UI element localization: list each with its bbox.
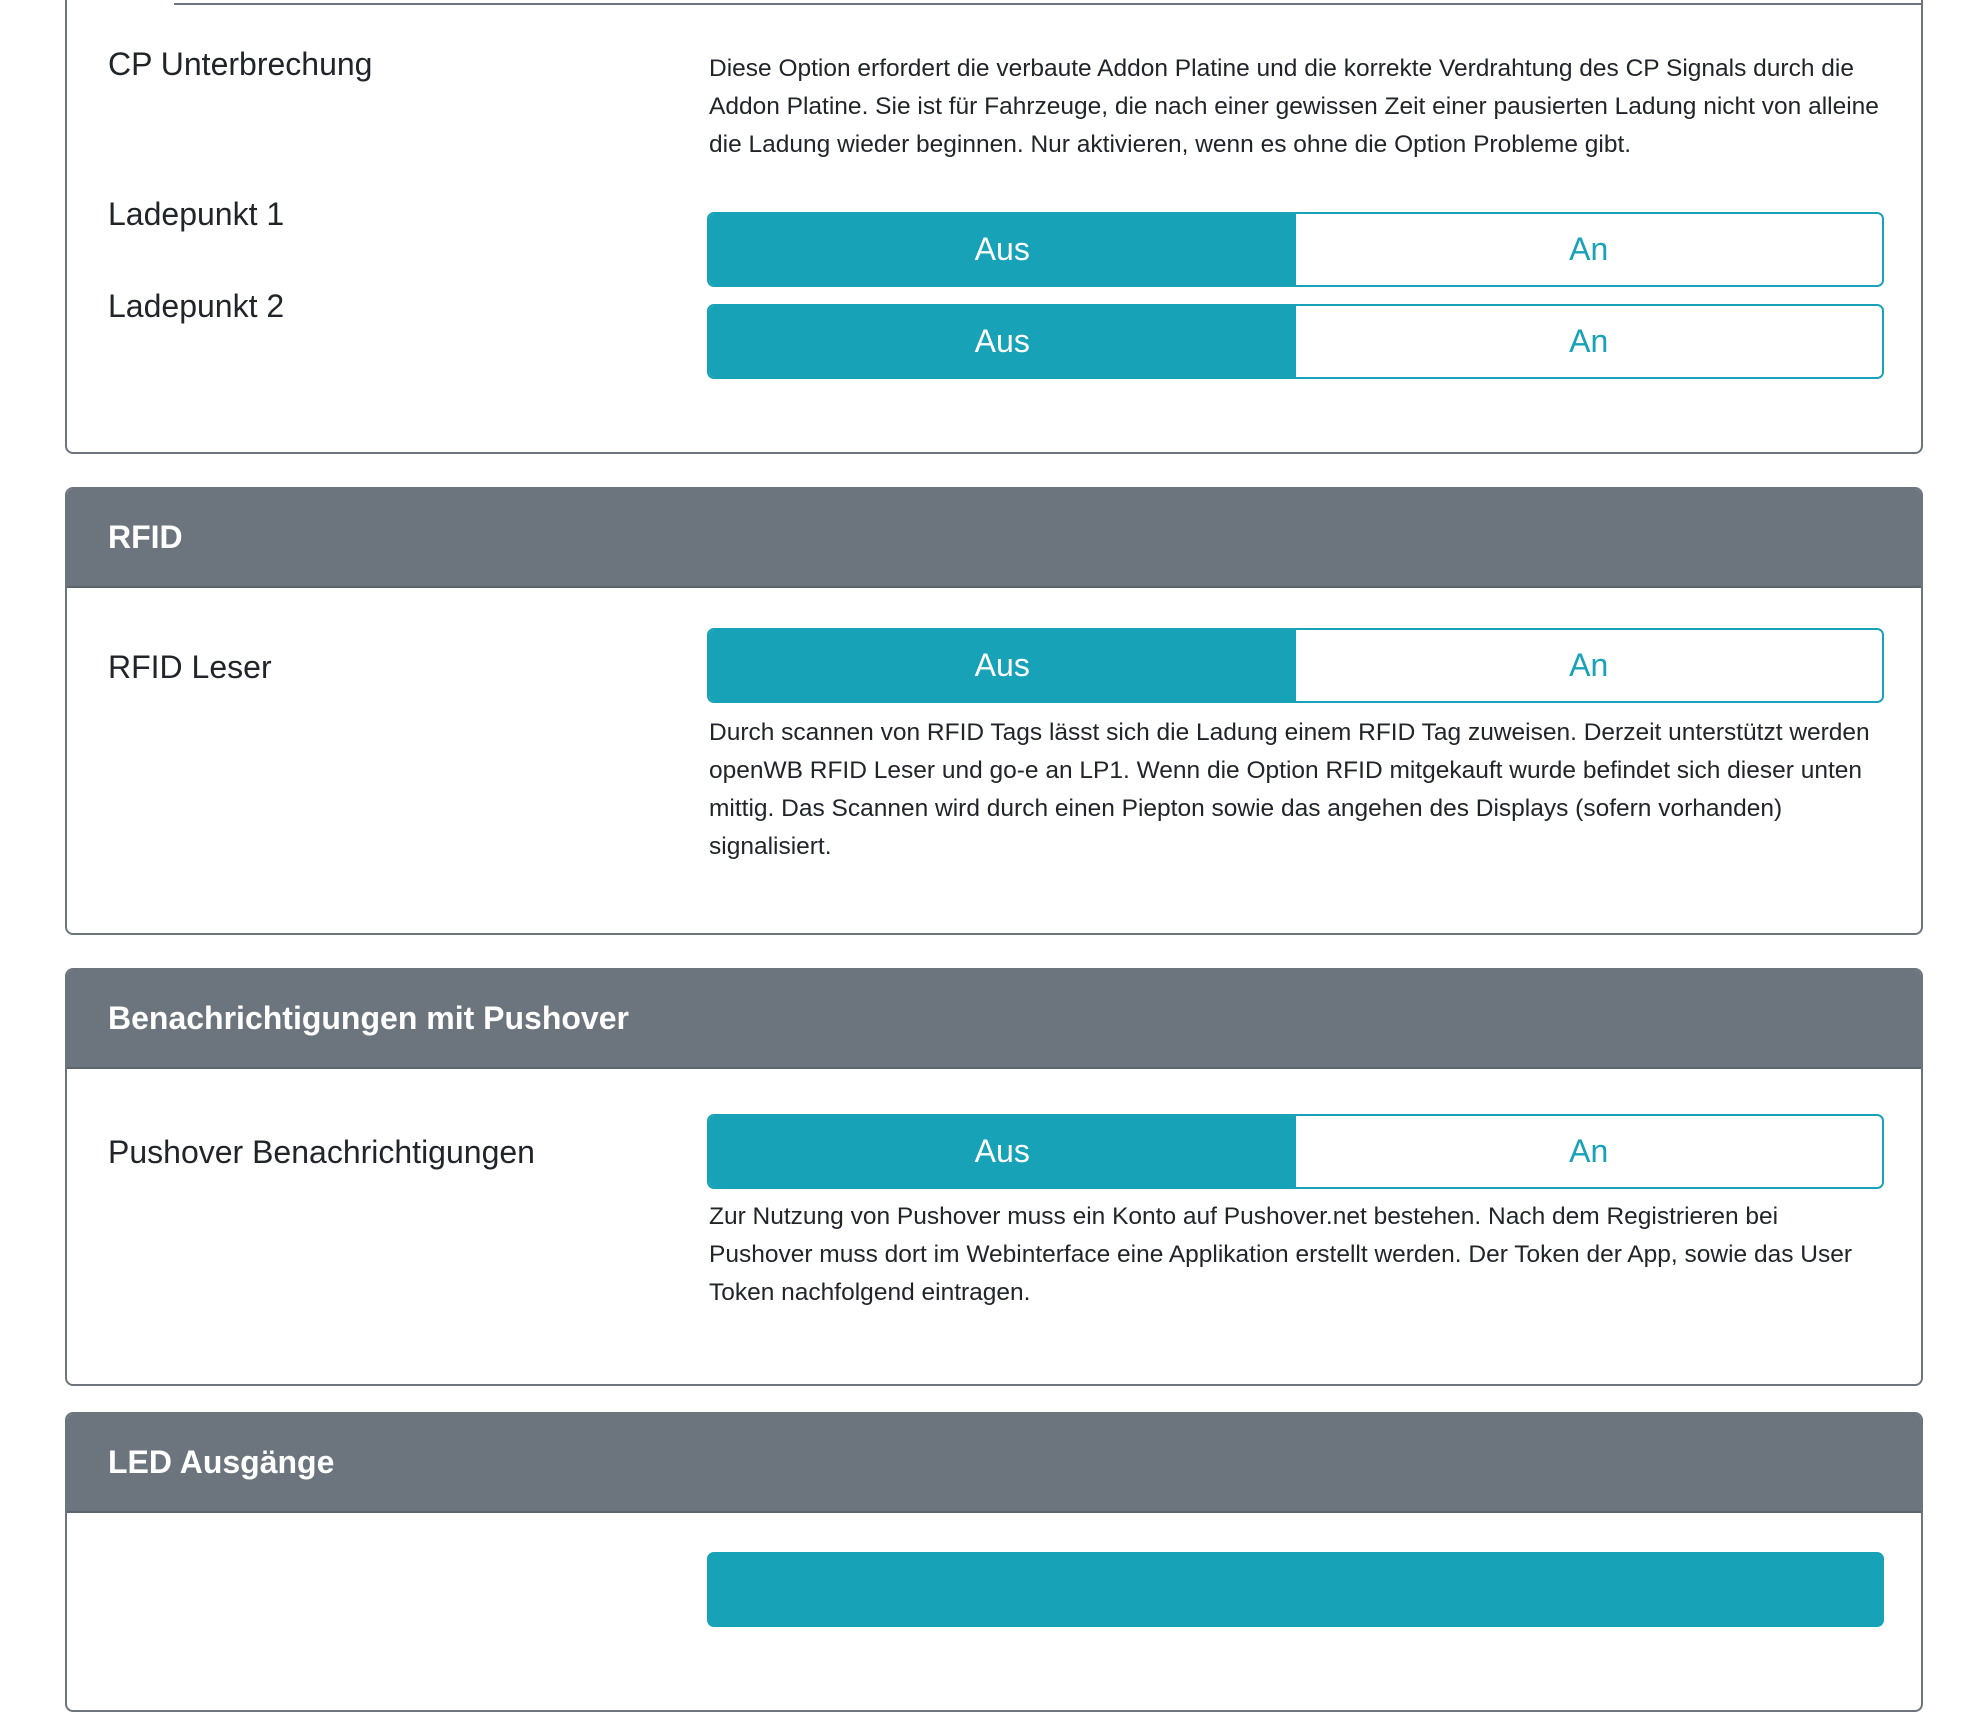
pushover-card-title: Benachrichtigungen mit Pushover — [108, 1000, 629, 1036]
rfid-leser-toggle[interactable] — [707, 628, 1884, 703]
pushover-description: Zur Nutzung von Pushover muss ein Konto auf Pushover.net bestehen. Nach dem Registrieren bei Pushover muss dort im Webinterface eine Applikation erstellt werden. Der Token der App, sowie das User Token nachfolgend eintragen. — [709, 1203, 1852, 1306]
pushover-on-button[interactable]: An — [1296, 1116, 1883, 1187]
rfid-description: Durch scannen von RFID Tags lässt sich die Ladung einem RFID Tag zuweisen. Derzeit unterstützt werden openWB RFID Leser und go-e an LP1. Wenn die Option RFID mitgekauft wurde befindet sich dieser unten mittig. Das Scannen wird durch einen Piepton sowie das angehen des Displays (sofern vorhanden) signalisiert. — [709, 719, 1870, 860]
pushover-toggle[interactable] — [707, 1114, 1884, 1189]
rfid-card-title: RFID — [108, 519, 183, 555]
rfid-leser-on-button[interactable]: An — [1296, 630, 1883, 701]
led-card-title: LED Ausgänge — [108, 1444, 335, 1480]
ladepunkt-1-off-button[interactable]: Aus — [709, 214, 1296, 285]
ladepunkt-2-label: Ladepunkt 2 — [108, 288, 285, 324]
pushover-off-button[interactable]: Aus — [709, 1116, 1296, 1187]
ladepunkt-1-label: Ladepunkt 1 — [108, 196, 285, 232]
rfid-leser-off-button[interactable]: Aus — [709, 630, 1296, 701]
cp-unterbrechung-label: CP Unterbrechung — [108, 46, 373, 82]
ladepunkt-2-on-button[interactable]: An — [1296, 306, 1883, 377]
ladepunkt-1-toggle[interactable] — [707, 212, 1884, 287]
ladepunkt-2-toggle[interactable] — [707, 304, 1884, 379]
rfid-card-header — [67, 489, 1921, 588]
led-toggle[interactable] — [707, 1552, 1884, 1627]
rfid-leser-label: RFID Leser — [108, 649, 272, 685]
pushover-card — [65, 968, 1923, 1386]
pushover-label: Pushover Benachrichtigungen — [108, 1134, 535, 1170]
section-divider — [174, 3, 1923, 5]
pushover-card-header — [67, 970, 1921, 1069]
cp-settings-card — [65, 0, 1923, 454]
ladepunkt-2-off-button[interactable]: Aus — [709, 306, 1296, 377]
ladepunkt-1-on-button[interactable]: An — [1296, 214, 1883, 285]
led-card-header — [67, 1414, 1921, 1513]
led-card — [65, 1412, 1923, 1712]
rfid-card — [65, 487, 1923, 935]
cp-unterbrechung-description: Diese Option erfordert die verbaute Addon Platine und die korrekte Verdrahtung des CP Signals durch die Addon Platine. Sie ist für Fahrzeuge, die nach einer gewissen Zeit einer pausierten Ladung nicht von alleine die Ladung wieder beginnen. Nur aktivieren, wenn es ohne die Option Probleme gibt. — [709, 55, 1879, 158]
